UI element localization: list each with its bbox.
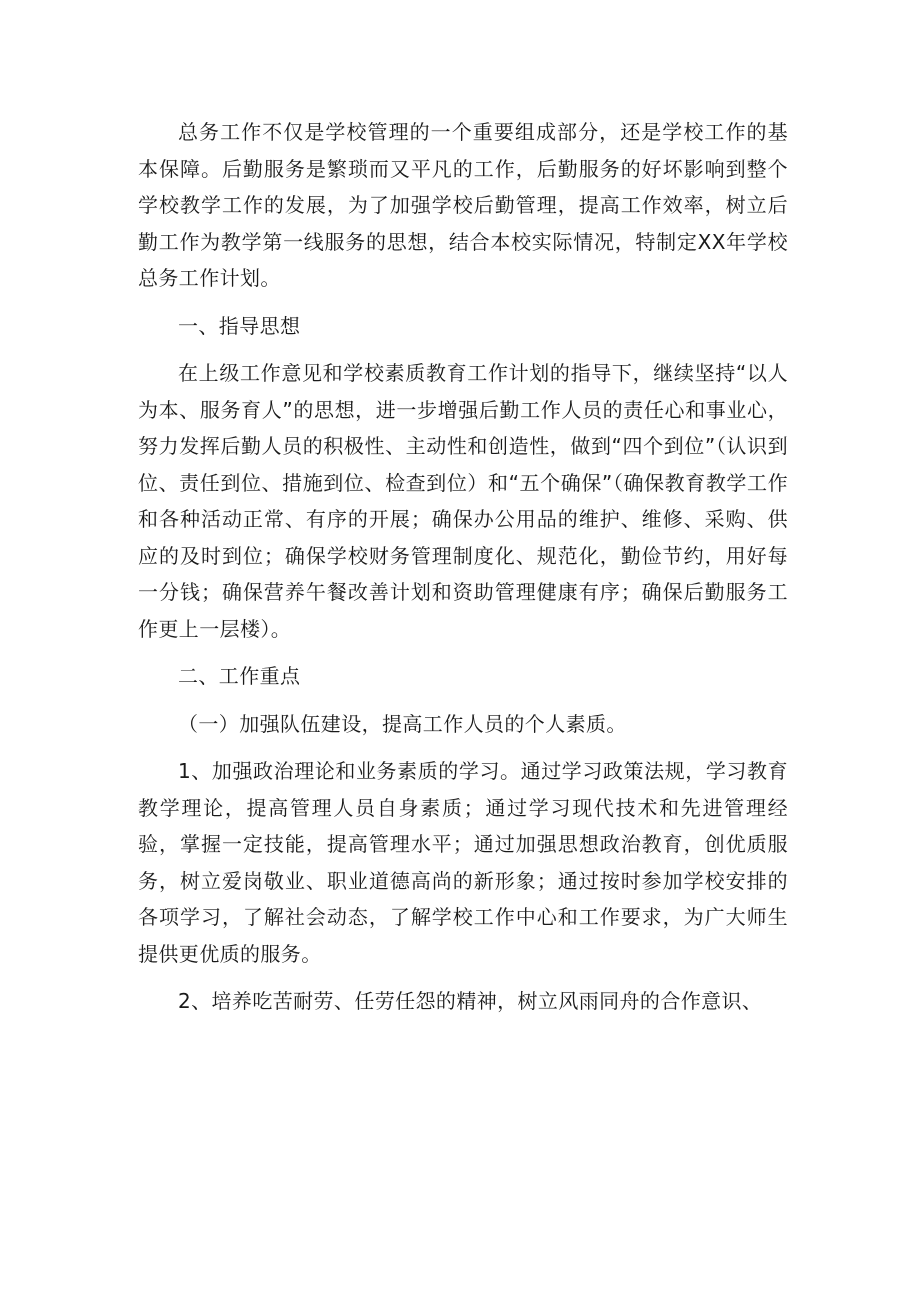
- section-heading-guiding-thought: 一、指导思想: [178, 313, 301, 338]
- list-item-study: 1、加强政治理论和业务素质的学习。通过学习政策法规，学习教育教学理论，提高管理人员自身素质；通过学习现代技术和先进管理经验，掌握一定技能，提高管理水平；通过加强思想政治教育，创优质服务，树立爱岗敬业、职业道德高尚的新形象；通过按时参加学校安排的各项学习，了解社会动态，了解学校工作中心和工作要求，为广大师生提供更优质的服务。: [138, 759, 788, 966]
- guiding-thought-paragraph: 在上级工作意见和学校素质教育工作计划的指导下，继续坚持“以人为本、服务育人”的思想，进一步增强后勤工作人员的责任心和事业心，努力发挥后勤人员的积极性、主动性和创造性，做到“四个到位”（认识到位、责任到位、措施到位、检查到位）和“五个确保”（确保教育教学工作和各种活动正常、有序的开展；确保办公用品的维护、维修、采购、供应的及时到位；确保学校财务管理制度化、规范化，勤俭节约，用好每一分钱；确保营养午餐改善计划和资助管理健康有序；确保后勤服务工作更上一层楼）。: [138, 361, 788, 641]
- intro-paragraph: 总务工作不仅是学校管理的一个重要组成部分，还是学校工作的基本保障。后勤服务是繁琐而又平凡的工作，后勤服务的好坏影响到整个学校教学工作的发展，为了加强学校后勤管理，提高工作效率，树立后勤工作为教学第一线服务的思想，结合本校实际情况，特制定XX年学校总务工作计划。: [138, 120, 788, 290]
- section-heading-work-focus: 二、工作重点: [178, 664, 301, 688]
- document-body: [138, 114, 788, 1020]
- list-item-spirit: 2、培养吃苦耐劳、任劳任怨的精神，树立风雨同舟的合作意识、: [178, 989, 763, 1013]
- subsection-heading-team-building: （一）加强队伍建设，提高工作人员的个人素质。: [178, 711, 627, 736]
